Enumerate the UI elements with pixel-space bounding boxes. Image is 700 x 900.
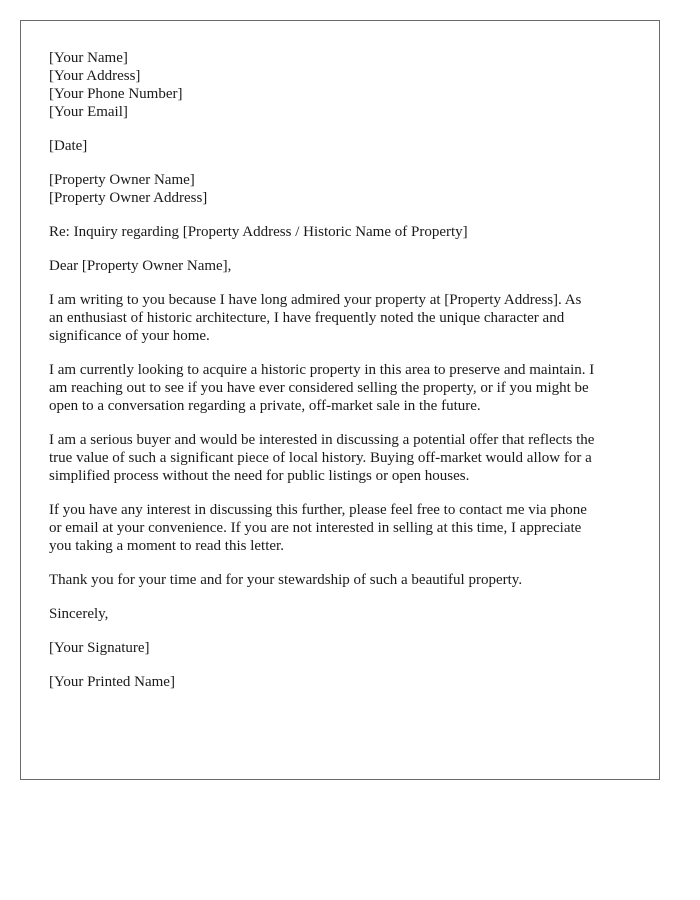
sender-block (49, 49, 641, 121)
letter-date: [Date] (49, 138, 88, 154)
sender-address: [Your Address] (49, 68, 141, 84)
paragraph-line: true value of such a significant piece of local history. Buying off-market would allow for a (49, 450, 592, 466)
printed-name-block (49, 673, 641, 691)
recipient-block (49, 171, 641, 207)
body-paragraph-3 (49, 431, 641, 485)
signature-block (49, 639, 641, 657)
recipient-name: [Property Owner Name] (49, 172, 195, 188)
body-paragraph-4 (49, 501, 641, 555)
paragraph-line: an enthusiast of historic architecture, I have frequently noted the unique character and (49, 310, 565, 326)
body-paragraph-2 (49, 361, 641, 415)
paragraph-line: Thank you for your time and for your stewardship of such a beautiful property. (49, 572, 523, 588)
sender-email: [Your Email] (49, 104, 128, 120)
subject-block (49, 223, 641, 241)
paragraph-line: simplified process without the need for public listings or open houses. (49, 468, 470, 484)
closing-block (49, 605, 641, 623)
letter-content (49, 49, 641, 707)
signature: [Your Signature] (49, 640, 150, 656)
body-paragraph-1 (49, 291, 641, 345)
recipient-address: [Property Owner Address] (49, 190, 208, 206)
paragraph-line: or email at your convenience. If you are not interested in selling at this time, I appreciate (49, 520, 582, 536)
paragraph-line: I am writing to you because I have long admired your property at [Property Address]. As (49, 292, 582, 308)
salutation-block (49, 257, 641, 275)
closing: Sincerely, (49, 606, 109, 622)
printed-name: [Your Printed Name] (49, 674, 175, 690)
paragraph-line: I am currently looking to acquire a historic property in this area to preserve and maintain. I (49, 362, 595, 378)
letter-page (20, 20, 660, 780)
paragraph-line: I am a serious buyer and would be interested in discussing a potential offer that reflects the (49, 432, 595, 448)
subject-line: Re: Inquiry regarding [Property Address / Historic Name of Property] (49, 224, 468, 240)
paragraph-line: If you have any interest in discussing this further, please feel free to contact me via phone (49, 502, 587, 518)
paragraph-line: significance of your home. (49, 328, 210, 344)
paragraph-line: am reaching out to see if you have ever considered selling the property, or if you might be (49, 380, 589, 396)
paragraph-line: open to a conversation regarding a private, off-market sale in the future. (49, 398, 481, 414)
sender-phone: [Your Phone Number] (49, 86, 183, 102)
paragraph-line: you taking a moment to read this letter. (49, 538, 284, 554)
sender-name: [Your Name] (49, 50, 128, 66)
date-block (49, 137, 641, 155)
salutation: Dear [Property Owner Name], (49, 258, 232, 274)
body-paragraph-5 (49, 571, 641, 589)
